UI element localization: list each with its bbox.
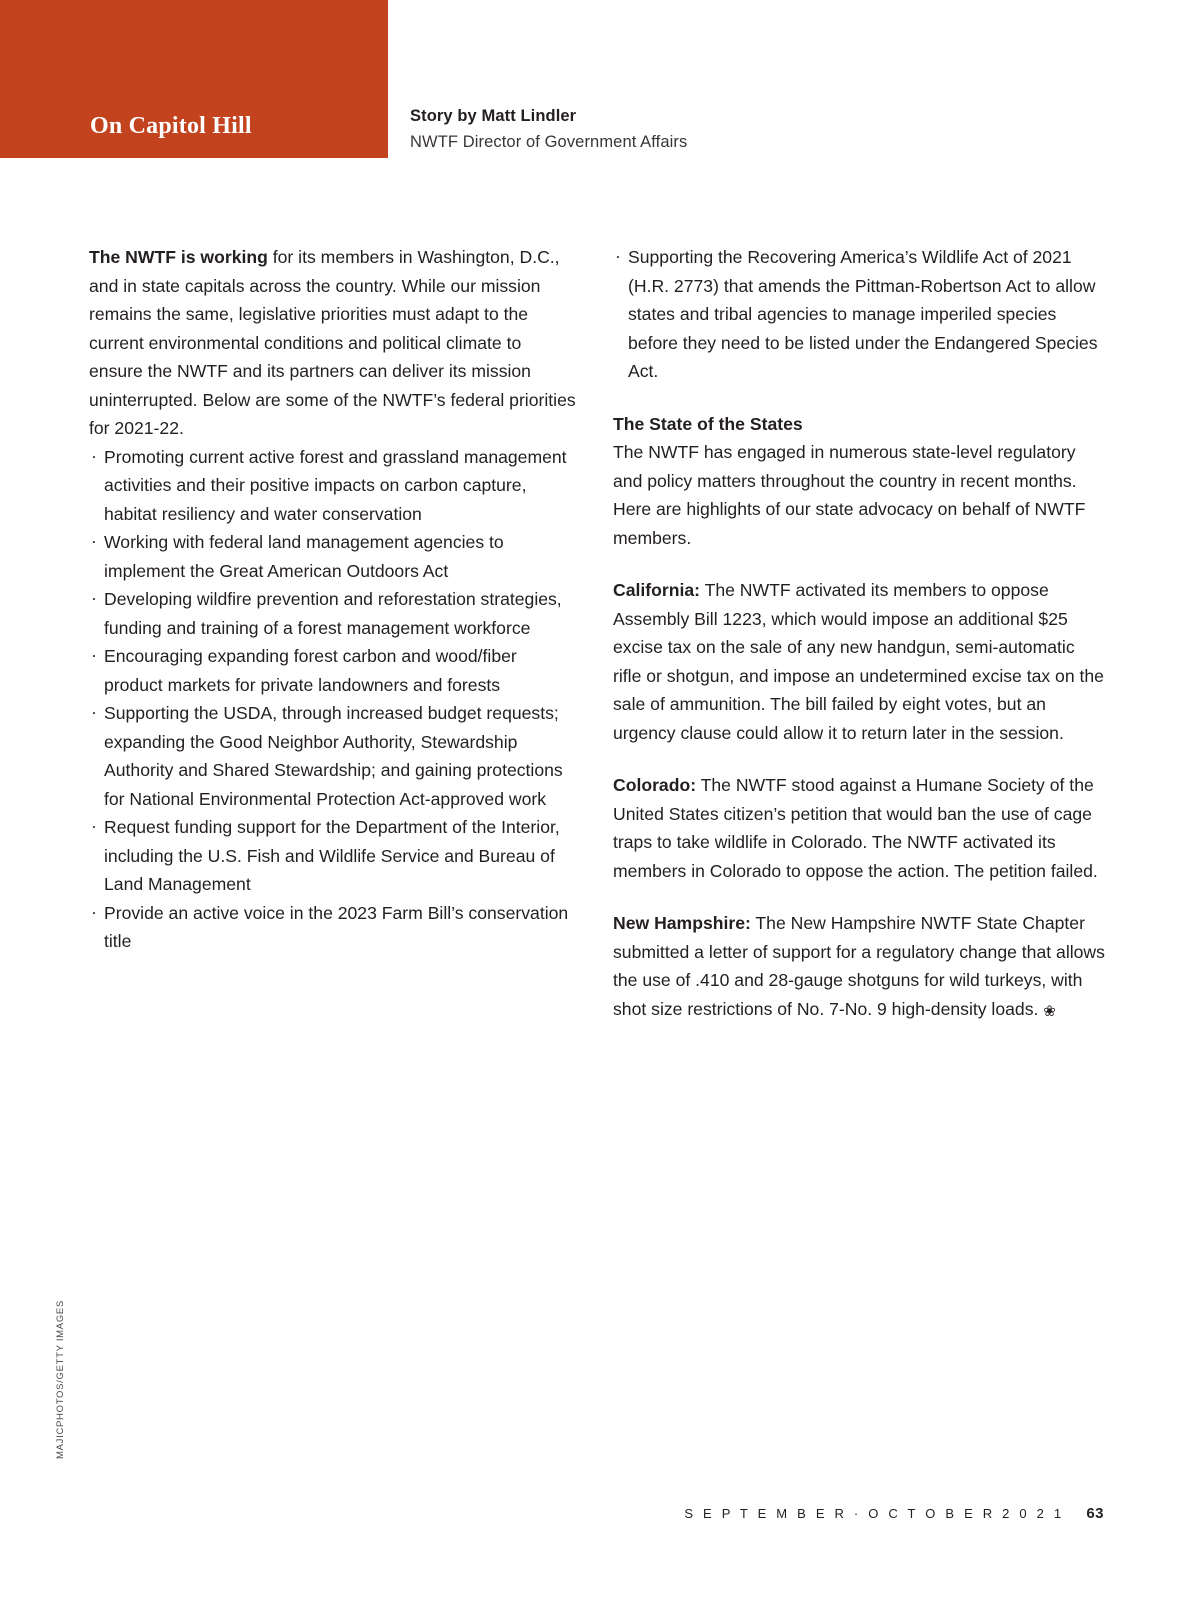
lead-paragraph xyxy=(89,243,579,443)
right-column xyxy=(613,243,1105,1023)
federal-priorities-list xyxy=(89,443,579,956)
list-item: · Supporting the Recovering America’s Wildlife Act of 2021 (H.R. 2773) that amends the Pittman-Robertson Act to allow states and tribal agencies to manage imperiled species before they need to be listed under the Endangered Species Act. xyxy=(613,243,1105,386)
photo-credit: MAJICPHOTOS/GETTY IMAGES xyxy=(55,1300,66,1459)
list-item: · Request funding support for the Department of the Interior, including the U.S. Fish and Wildlife Service and Bureau of Land Management xyxy=(89,813,579,899)
list-item: · Developing wildfire prevention and reforestation strategies, funding and training of a forest management workforce xyxy=(89,585,579,642)
state-text-new-hampshire: The New Hampshire NWTF State Chapter submitted a letter of support for a regulatory change that allows the use of .410 and 28-gauge shotguns for wild turkeys, with shot size restrictions of No. 7-No. 9 high-density loads. xyxy=(613,913,1105,1019)
list-item: · Provide an active voice in the 2023 Farm Bill’s conservation title xyxy=(89,899,579,956)
state-intro-paragraph: The NWTF has engaged in numerous state-level regulatory and policy matters throughout the country in recent months. Here are highlights of our state advocacy on behalf of NWTF members. xyxy=(613,442,1086,548)
footer-page-number: 63 xyxy=(1086,1505,1104,1522)
state-text-colorado: The NWTF stood against a Humane Society of the United States citizen’s petition that would ban the use of cage traps to take wildlife in Colorado. The NWTF activated its members in Colorado to oppose the action. The petition failed. xyxy=(613,775,1098,881)
footer-issue-date: S E P T E M B E R · O C T O B E R 2 0 2 1 xyxy=(684,1506,1065,1521)
state-text-california: The NWTF activated its members to oppose Assembly Bill 1223, which would impose an additional $25 excise tax on the sale of any new handgun, semi-automatic rifle or shotgun, and impose an undetermined excise tax on the sale of ammunition. The bill failed by eight votes, but an urgency clause could allow it to return later in the session. xyxy=(613,580,1104,743)
list-item: · Working with federal land management agencies to implement the Great American Outdoors Act xyxy=(89,528,579,585)
byline xyxy=(410,104,930,155)
state-entry-california xyxy=(613,576,1105,747)
state-entry-colorado xyxy=(613,771,1105,885)
list-item: · Supporting the USDA, through increased budget requests; expanding the Good Neighbor Authority, Stewardship Authority and Shared Stewardship; and gaining protections for National Environmental Protection Act-approved work xyxy=(89,699,579,813)
section-kicker: On Capitol Hill xyxy=(90,113,252,139)
list-item: · Promoting current active forest and grassland management activities and their positive impacts on carbon capture, habitat resiliency and water conservation xyxy=(89,443,579,529)
byline-role: NWTF Director of Government Affairs xyxy=(410,132,688,151)
lead-rest-run: for its members in Washington, D.C., and in state capitals across the country. While our mission remains the same, legislative priorities must adapt to the current environmental conditions and political climate to ensure the NWTF and its partners can deliver its mission uninterrupted. Below are some of the NWTF’s federal priorities for 2021-22. xyxy=(89,247,576,438)
lead-bold-run: The NWTF is working xyxy=(89,247,268,267)
state-entry-new-hampshire xyxy=(613,909,1105,1023)
state-name-california: California: xyxy=(613,580,700,600)
subhead-state-of-the-states: The State of the States xyxy=(613,413,803,434)
left-column xyxy=(89,243,579,956)
federal-priorities-list-continued xyxy=(613,243,1105,386)
page-footer xyxy=(0,1505,1200,1523)
state-name-colorado: Colorado: xyxy=(613,775,697,795)
byline-story: Story by Matt Lindler xyxy=(410,107,577,125)
state-name-new-hampshire: New Hampshire: xyxy=(613,913,751,933)
turkey-endmark-icon: ❀ xyxy=(1043,1002,1056,1020)
list-item: · Encouraging expanding forest carbon and wood/fiber product markets for private landowners and forests xyxy=(89,642,579,699)
